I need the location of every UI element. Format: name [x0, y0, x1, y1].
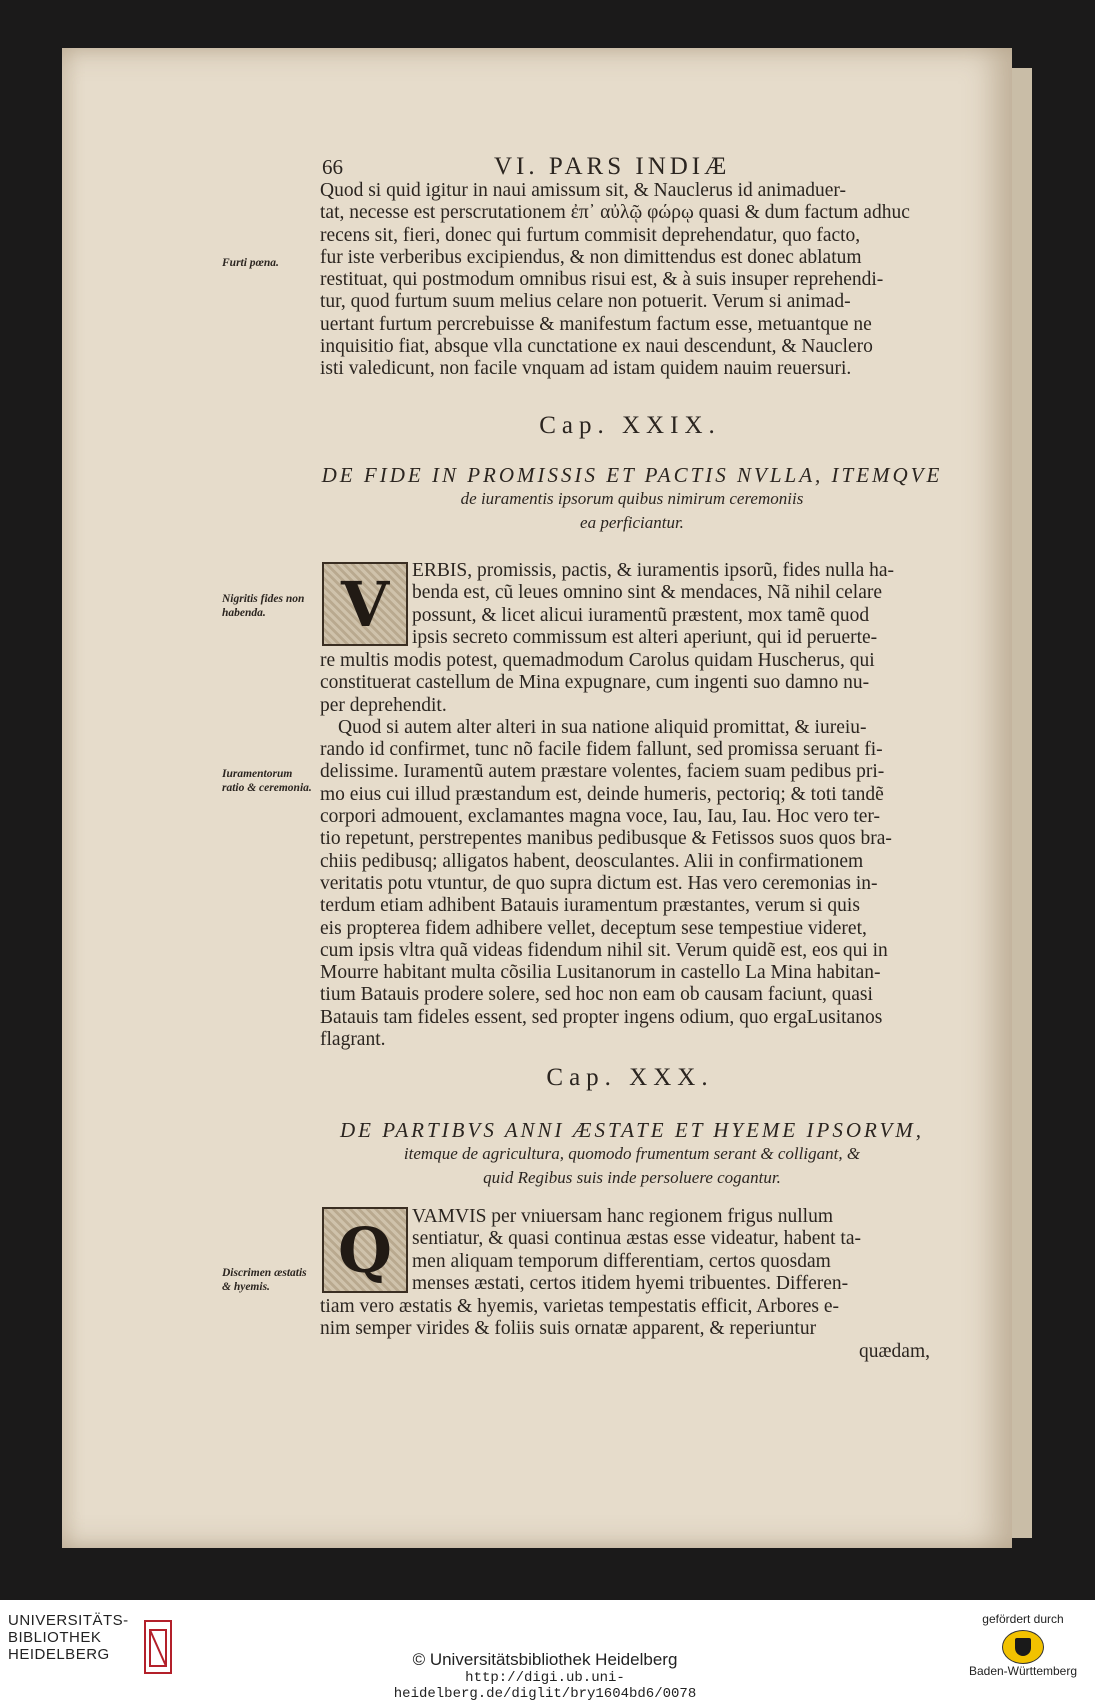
text-line: possunt, & licet alicui iuramentũ præstent, mox tamẽ quod: [412, 604, 870, 626]
text-line: ERBIS, promissis, pactis, & iuramentis ipsorũ, fides nulla ha-: [412, 560, 895, 581]
text-line: corpori admouent, exclamantes magna voce, Iau, Iau, Iau. Hoc vero ter-: [320, 806, 880, 828]
margin-note-nigritis: Nigritis fides non habenda.: [222, 593, 305, 619]
text-line: constituerat castellum de Mina expugnare, cum ingenti suo damno nu-: [320, 672, 870, 694]
library-name-line: HEIDELBERG: [8, 1646, 110, 1663]
margin-note-furti: Furti pœna.: [222, 257, 279, 269]
chapter-30-heading: [312, 1118, 952, 1190]
sponsor-name: Baden-Württemberg: [968, 1664, 1078, 1678]
text-line: sentiatur, & quasi continua æstas esse videatur, habent ta-: [412, 1228, 861, 1250]
text-line: veritatis potu vtuntur, de quo supra dictum est. Has vero ceremonias in-: [320, 872, 878, 894]
text-line: Mourre habitant multa cõsilia Lusitanorum in castello La Mina habitan-: [320, 962, 881, 984]
text-line: fur iste verberibus excipiendus, & non dimittendus est donec ablatum: [320, 246, 862, 268]
text-line: recens sit, fieri, donec qui furtum commisit deprehendatur, quo facto,: [320, 224, 861, 246]
chapter-30-title: Cap. XXX.: [546, 1064, 714, 1091]
text-line: uertant furtum percrebuisse & manifestum factum esse, metuantque ne: [320, 313, 872, 335]
copyright-text: © Universitätsbibliothek Heidelberg: [412, 1650, 678, 1669]
text-line: menses æstati, certos itidem hyemi tribuentes. Differen-: [412, 1272, 849, 1294]
text-line: inquisitio fiat, absque vlla cunctatione ex naui descendunt, & Nauclero: [320, 336, 873, 358]
chapter-30-paragraph: [320, 1296, 930, 1363]
text-line: restituat, qui postmodum omnibus risui est, & à suis insuper reprehendi-: [320, 269, 884, 291]
chapter-29-paragraph: [320, 650, 930, 1051]
running-head-title: VI. PARS INDIÆ: [494, 153, 731, 180]
chapter-30-heading-sub2: quid Regibus suis inde persoluere cogantur.: [483, 1168, 781, 1187]
text-line: mo eius cui illud præstandum est, deinde humeris, pectoriq; & toti tandẽ: [320, 783, 884, 805]
chapter-29-title: Cap. XXIX.: [539, 412, 721, 439]
chapter-29-heading: [312, 463, 952, 535]
chapter-29-heading-main: DE FIDE IN PROMISSIS ET PACTIS NVLLA, ITEMQVE: [321, 463, 943, 487]
text-line: Quod si quid igitur in naui amissum sit, & Nauclerus id animaduer-: [320, 180, 847, 201]
chapter-29-heading-sub2: ea perficiantur.: [580, 513, 684, 532]
library-logo-icon: [144, 1620, 172, 1674]
library-branding: [8, 1612, 248, 1682]
funding-block: [958, 1612, 1088, 1678]
text-line: men aliquam temporum differentiam, certos quosdam: [412, 1250, 831, 1272]
chapter-30-heading-sub1: itemque de agricultura, quomodo frumentum serant & colligant, &: [403, 1144, 861, 1163]
text-line: tur, quod furtum suum melius celare non potuerit. Verum si animad-: [320, 291, 851, 313]
library-name: [8, 1612, 129, 1663]
text-line: benda est, cũ leues omnino sint & mendaces, Nã nihil celare: [412, 582, 883, 604]
text-line: rando id confirmet, tunc nõ facile fidem fallunt, sed promissa seruant fi-: [320, 739, 883, 761]
margin-note-iuramentorum: Iuramentorum ratio & ceremonia.: [222, 768, 312, 794]
page-url-link[interactable]: http://digi.ub.uni-heidelberg.de/diglit/bry1604bd6/0078: [393, 1670, 697, 1702]
decorated-initial-q: Q: [322, 1207, 408, 1293]
text-line: VAMVIS per vniuersam hanc regionem frigus nullum: [412, 1206, 833, 1227]
coat-of-arms-icon: [1002, 1630, 1044, 1664]
page-number: 66: [322, 155, 343, 179]
library-name-line: UNIVERSITÄTS-: [8, 1612, 129, 1629]
text-line: terdum etiam adhibent Batauis iuramentum præstantes, verum si quis: [320, 895, 860, 917]
text-line: cum ipsis vltra quã videas fidendum nihil sit. Verum quidẽ est, eos qui in: [320, 939, 888, 961]
section-1-paragraph: [320, 180, 930, 381]
text-line: tium Batauis prodere solere, sed hoc non eam ob causam faciunt, quasi: [320, 984, 873, 1006]
copyright-block: [360, 1650, 730, 1702]
decorated-initial-v: V: [322, 562, 408, 646]
chapter-30-lines-beside-initial: [412, 1206, 930, 1295]
text-line: re multis modis potest, quemadmodum Carolus quidam Huscherus, qui: [320, 650, 875, 671]
margin-note-discrimen: Discrimen æstatis & hyemis.: [222, 1267, 307, 1293]
text-line: chiis pedibusq; alligatos habent, deosculantes. Alii in confirmationem: [320, 850, 864, 872]
text-line: delissime. Iuramentũ autem præstare volentes, faciem suam pedibus pri-: [320, 761, 885, 783]
chapter-30-heading-main: DE PARTIBVS ANNI ÆSTATE ET HYEME IPSORVM,: [339, 1118, 925, 1142]
library-name-line: BIBLIOTHEK: [8, 1629, 102, 1646]
text-line: isti valedicunt, non facile vnquam ad istam quidem nauim reuersuri.: [320, 358, 852, 380]
text-line: per deprehendit.: [320, 694, 447, 716]
text-line: tio repetunt, perstrepentes manibus pedibusque & Fetissos suos quos bra-: [320, 828, 892, 850]
text-line: tiam vero æstatis & hyemis, varietas tempestatis efficit, Arbores e-: [320, 1296, 839, 1317]
text-line: ipsis secreto commissum est alteri aperiunt, qui id peruerte-: [412, 626, 878, 648]
text-line: flagrant.: [320, 1029, 386, 1051]
text-line: Batauis tam fideles essent, sed propter ingens odium, quo ergaLusitanos: [320, 1006, 883, 1028]
chapter-29-lines-beside-initial: [412, 560, 930, 649]
chapter-29-heading-sub1: de iuramentis ipsorum quibus nimirum ceremoniis: [460, 489, 804, 508]
catchword: quædam,: [859, 1340, 930, 1362]
text-line: eis propterea fidem adhibere vellet, deceptum sese tempestiue videret,: [320, 917, 867, 939]
text-line: tat, necesse est perscrutationem ἐπ᾿ αὐλῷ φώρῳ quasi & dum factum adhuc: [320, 202, 910, 224]
funded-by-label: gefördert durch: [982, 1612, 1064, 1626]
text-line: nim semper virides & foliis suis ornatæ apparent, & reperiuntur: [320, 1318, 817, 1340]
text-line: Quod si autem alter alteri in sua natione aliquid promittat, & iureiu-: [338, 716, 867, 738]
